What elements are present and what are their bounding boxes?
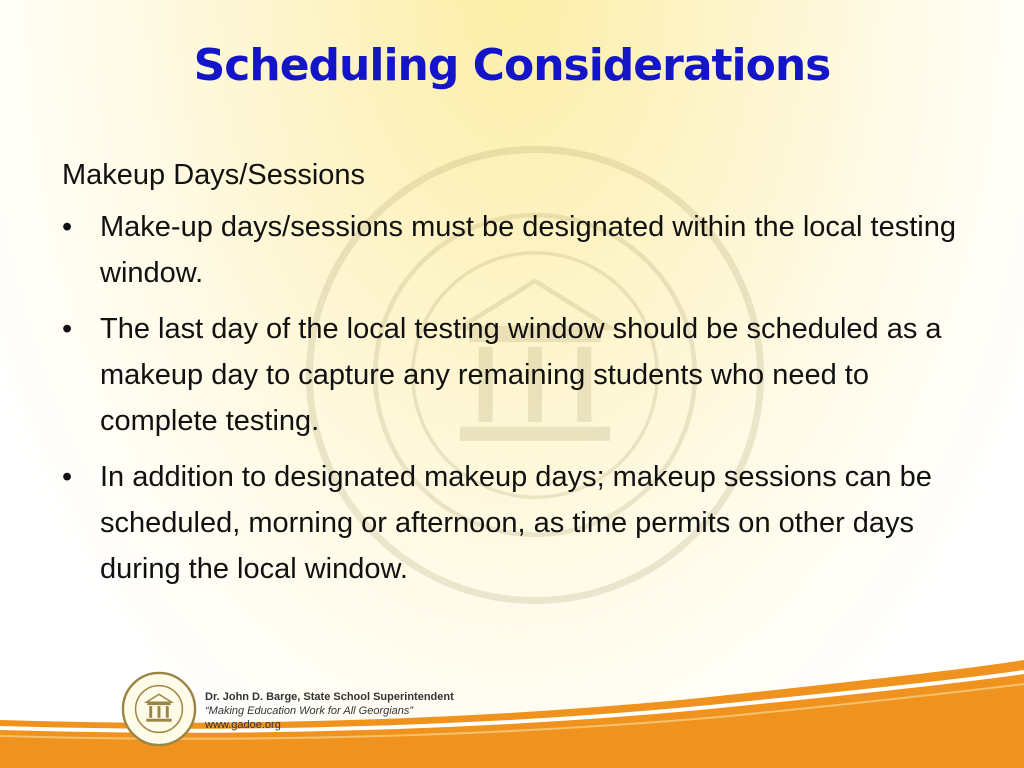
bullet-icon: • <box>62 313 73 345</box>
bullet-list <box>62 204 982 592</box>
slide-content <box>62 152 982 602</box>
bullet-item <box>62 204 982 296</box>
slide-title: Scheduling Considerations <box>193 40 831 91</box>
bullet-text: In addition to designated makeup days; makeup sessions can be scheduled, morning or afternoon, as time permits on other days during the local window. <box>100 461 932 585</box>
subheading: Makeup Days/Sessions <box>62 159 366 191</box>
bullet-icon: • <box>62 211 73 243</box>
bullet-text: The last day of the local testing window should be scheduled as a makeup day to capture any remaining students who need to complete testing. <box>100 313 942 437</box>
bullet-text: Make-up days/sessions must be designated within the local testing window. <box>100 211 956 289</box>
footer-website-link[interactable]: www.gadoe.org <box>205 719 281 731</box>
department-of-education-seal-icon <box>120 670 198 748</box>
footer-superintendent: Dr. John D. Barge, State School Superintendent <box>205 691 454 703</box>
bullet-icon: • <box>62 461 73 493</box>
footer-text <box>205 690 454 732</box>
bullet-item <box>62 454 982 592</box>
bullet-item <box>62 306 982 444</box>
footer-slogan: “Making Education Work for All Georgians” <box>205 705 414 717</box>
